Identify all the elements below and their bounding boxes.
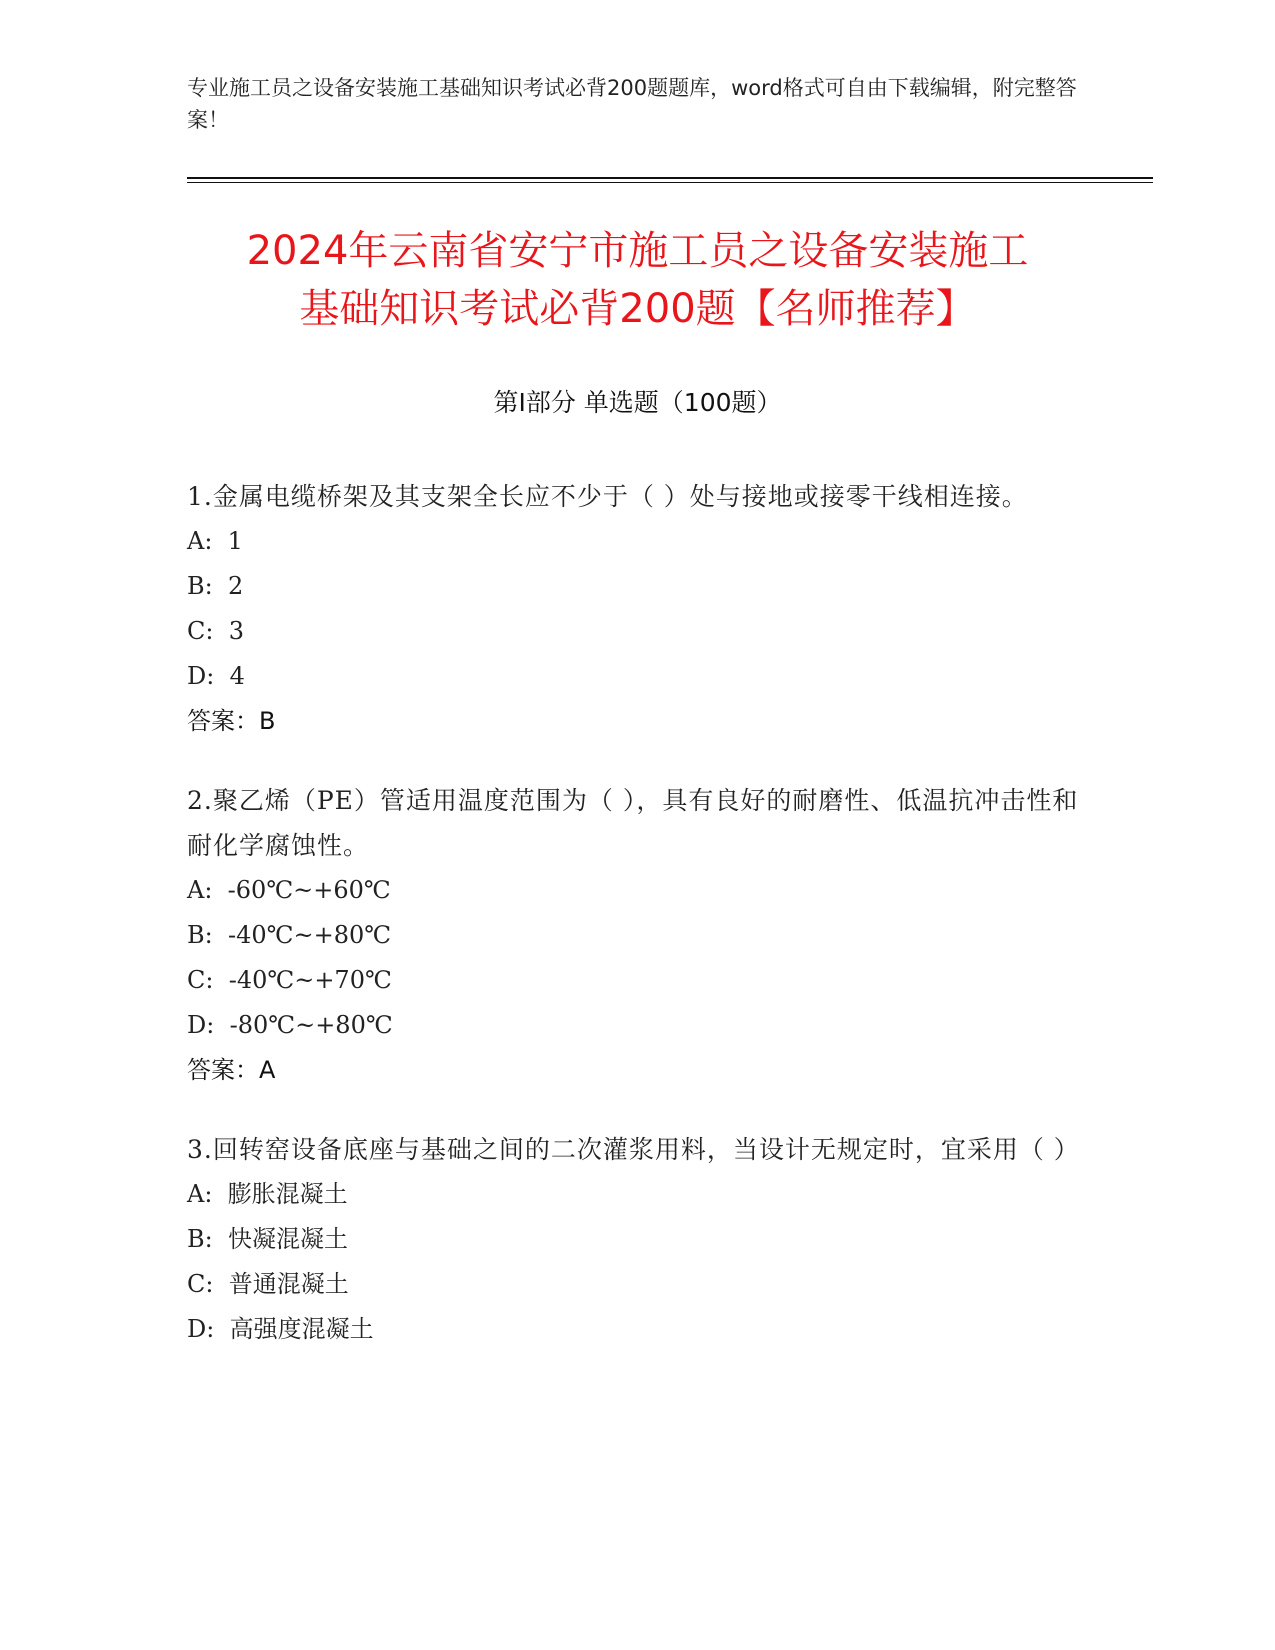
option-b: B: 快凝混凝土 (187, 1225, 348, 1253)
document-title-line-1: 2024年云南省安宁市施工员之设备安装施工 (246, 228, 1029, 274)
answer: 答案：A (187, 1056, 276, 1084)
document-title (160, 222, 1115, 338)
question-stem: 1.金属电缆桥架及其支架全长应不少于（ ）处与接地或接零干线相连接。 (187, 482, 1028, 511)
option-a: A: 膨胀混凝土 (187, 1180, 348, 1208)
question-3 (187, 1127, 1087, 1352)
header-note: 专业施工员之设备安装施工基础知识考试必背200题题库，word格式可自由下载编辑，附完整答案！ (187, 76, 1077, 132)
option-a: A: -60℃~+60℃ (187, 876, 391, 904)
document-title-line-2: 基础知识考试必背200题【名师推荐】 (299, 286, 976, 332)
option-d: D: 高强度混凝土 (187, 1315, 374, 1343)
question-stem: 2.聚乙烯（PE）管适用温度范围为（ ），具有良好的耐磨性、低温抗冲击性和耐化学腐蚀性。 (187, 786, 1079, 860)
question-stem: 3.回转窑设备底座与基础之间的二次灌浆用料，当设计无规定时，宜采用（ ） (187, 1135, 1080, 1164)
question-list (187, 474, 1087, 1386)
option-d: D: 4 (187, 662, 245, 690)
option-b: B: -40℃~+80℃ (187, 921, 392, 949)
header-divider-thin (187, 182, 1153, 183)
header-divider-thick (187, 177, 1153, 179)
section-title: 第Ⅰ部分 单选题（100题） (493, 388, 782, 417)
question-1 (187, 474, 1087, 744)
question-2 (187, 778, 1087, 1093)
option-c: C: 3 (187, 617, 244, 645)
option-a: A: 1 (187, 527, 243, 555)
option-c: C: 普通混凝土 (187, 1270, 349, 1298)
answer: 答案：B (187, 707, 276, 735)
option-d: D: -80℃~+80℃ (187, 1011, 393, 1039)
option-b: B: 2 (187, 572, 244, 600)
option-c: C: -40℃~+70℃ (187, 966, 392, 994)
